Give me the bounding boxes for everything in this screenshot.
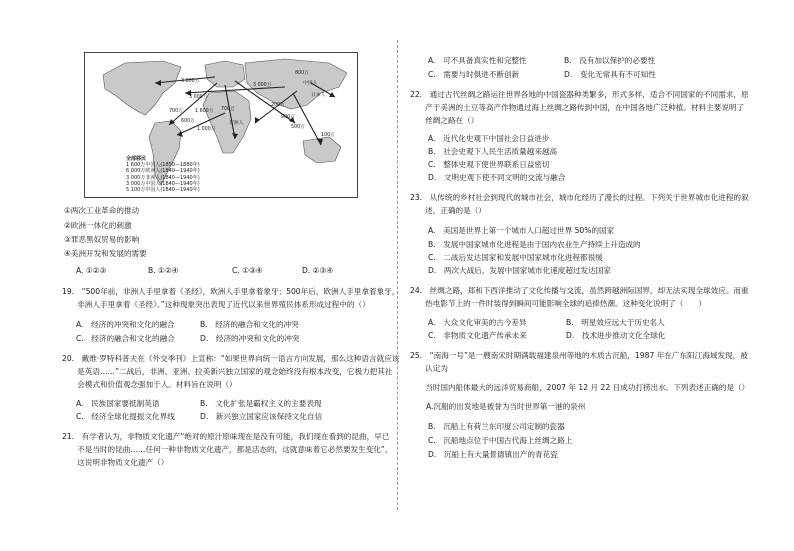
q22-option-a[interactable]: A. 近代化史观下中国社会日益进步 [428, 134, 550, 143]
q19-stem: 19. “500年前，非洲人手里拿着《圣经》，欧洲人手里拿着象牙；500年后，欧洲人手里拿着象牙， [62, 287, 400, 296]
q20-option-b[interactable]: B. 文化扩张是霸权主义的主要表现 [200, 399, 322, 408]
q18-option-b[interactable]: B. ①②④ [148, 266, 179, 275]
map-label: 中国人 [303, 81, 318, 86]
q22-stem: 22. 通过古代丝绸之路运往世界各地的中国瓷器种类繁多，形式多样，适合不同国家的不同需求，原 [410, 90, 749, 99]
map-label: 700万 [221, 107, 235, 112]
q22-option-c[interactable]: C. 整体史观下使世界联系日益密切 [428, 160, 550, 169]
q19-option-a[interactable]: A. 经济的冲突和文化的融合 [76, 320, 175, 329]
q21-stem: 21. 有学者认为，非物质文化遗产“绝对的原汁原味现在是没有可能，我们现在看到的昆曲，早已 [62, 432, 390, 441]
map-label: 日本人 [311, 93, 326, 98]
q20-stem: 会模式和价值观念强加于人。材料旨在说明（） [62, 380, 237, 389]
q23-option-d[interactable]: D. 两次大战后，发展中国家城市化速度超过发达国家 [428, 266, 611, 275]
q25-option-a[interactable]: A.沉船的出发地是被誉为当时世界第一港的泉州 [426, 402, 586, 411]
q21-stem: 不是当时的昆曲……任何一种非物质文化遗产，都是活态的，这就意味着它必然要发生变化”， [62, 445, 393, 454]
q21-option-d[interactable]: D. 变化无常具有不可知性 [564, 70, 656, 79]
map-label: 1 000万 [197, 127, 216, 132]
q24-option-b[interactable]: B. 明星效应远大于历史名人 [566, 318, 665, 327]
map-label: 3 000万 [181, 79, 200, 84]
map-label: 非洲人 [229, 121, 244, 126]
legend-title: 全部移民 [126, 156, 147, 162]
map-label: 600万 [181, 119, 195, 124]
legend-line: 3 000万中国人(1840—1940年) [126, 180, 200, 187]
q22-stem: 丝绸之路在（） [410, 116, 479, 125]
legend-line: 5 100万中国人(1840—1940年) [126, 187, 200, 194]
q25-stem: 当时国内船体最大的远洋贸易商船，2007 年 12 月 22 日成功打捞出水。下列表述正确的是（） [410, 383, 750, 392]
legend-line: 3 000万非洲人(1840—1940年) [126, 174, 200, 181]
q19-stem: 非洲人手里拿着《圣经》。”这种现象突出表现了近代以来世界殖民体系形成过程中的（） [62, 300, 370, 309]
q18-option-c[interactable]: C. ①③④ [232, 266, 263, 275]
q24-stem: 24. 丝绸之路，郑和下西洋推动了文化传播与交流，虽然跨越洲际国界，却无法实现全球效应。而重 [410, 286, 749, 295]
q18-item: ①两次工业革命的推动 [64, 206, 140, 215]
africa-shape [203, 91, 251, 153]
q21-stem: 这说明非物质文化遗产（） [62, 458, 169, 467]
q24-option-d[interactable]: D. 技术进步推动文化全球化 [566, 331, 666, 340]
q25-option-d[interactable]: D. 沉船上有大量景德镇出产的青花瓷 [428, 450, 558, 459]
q24-stem: 热电影节上的一件时装得到瞬间可能影响全球的追捧热潮。这种变化说明了（ ） [410, 299, 707, 308]
q18-item: ④美洲开发和发展的需要 [64, 249, 147, 258]
map-label: 500万 [291, 125, 305, 130]
column-divider [397, 40, 398, 510]
q19-option-b[interactable]: B. 经济的融合和文化的冲突 [200, 320, 299, 329]
q25-stem: 认定为 [410, 364, 448, 373]
q23-option-b[interactable]: B. 发展中国家城市化进程是由于国内农业生产持续上升造成的 [428, 240, 641, 249]
map-label: 3 000万 [189, 95, 208, 100]
europe-shape [205, 61, 245, 87]
q23-stem: 述，正确的是（） [410, 206, 486, 215]
map-label: 700万 [169, 109, 183, 114]
q25-stem: 25. “南海一号”是一艘南宋时期满载福建泉州等地的木质古沉船，1987 年在广东阳江海域发现，被 [410, 351, 748, 360]
map-label: 800万 [295, 71, 309, 76]
q20-stem: 是英语……”二战后，非洲、亚洲、拉美新兴独立国家的观念始终没有根本改变，它极力把其社 [62, 367, 393, 376]
legend-line: 1 600万中国人(1850—1880年) [126, 162, 200, 169]
q23-option-c[interactable]: C. 二战后发达国家和发展中国家城市化进程都很缓 [428, 253, 603, 262]
map-label: 3 000万 [253, 83, 272, 88]
legend-line: 6 000万欧洲人(1840—1940年) [126, 168, 200, 175]
map-label: 900万 [281, 115, 295, 120]
q18-option-d[interactable]: D. ②③④ [302, 266, 334, 275]
q22-option-b[interactable]: B. 社会史观下人民生活质量越来越高 [428, 147, 558, 156]
q20-stem: 20. 戴维·罗特科普夫在《外交季刊》上宣称：“如果世界向统一语言方向发展，那么这种语言就应该 [62, 354, 400, 363]
q24-option-c[interactable]: C. 非物质文化遗产传承未来 [428, 331, 527, 340]
q25-option-c[interactable]: C. 沉船地点位于中国古代海上丝绸之路上 [428, 436, 573, 445]
q19-option-d[interactable]: D. 经济的冲突和文化的冲突 [200, 334, 300, 343]
migration-map [84, 52, 358, 198]
map-label: 200万 [271, 103, 285, 108]
q22-stem: 产于美洲的土豆等高产作物通过海上丝绸之路传到中国，在中国各地广泛种植。材料主要说明了 [410, 103, 745, 112]
q21-option-c[interactable]: C. 需要与时俱进不断创新 [428, 70, 520, 79]
q25-option-b[interactable]: B. 沉船上有荷兰东印度公司定制的瓷器 [428, 422, 565, 431]
q20-option-d[interactable]: D. 新兴独立国家应该保持文化自信 [200, 412, 323, 421]
q23-stem: 23. 从传统的乡村社会到现代的城市社会，城市化经历了漫长的过程。下列关于世界城市化进程的叙 [410, 193, 749, 202]
q22-option-d[interactable]: D. 文明史观下使不同文明的交流与融合 [428, 173, 566, 182]
q18-item: ②欧洲一体化的刺激 [64, 221, 132, 230]
map-label: 100万 [321, 133, 335, 138]
q21-option-b[interactable]: B. 没有加以保护的必要性 [564, 56, 656, 65]
q24-option-a[interactable]: A. 大众文化审美的古今差异 [428, 318, 527, 327]
q19-option-c[interactable]: C. 经济的融合和文化的融合 [76, 334, 175, 343]
q20-option-a[interactable]: A. 民族国家要抵制英语 [76, 399, 160, 408]
q21-option-a[interactable]: A. 可不具备真实性和完整性 [428, 56, 527, 65]
q23-option-a[interactable]: A. 美国是世界上第一个城市人口超过世界 50%的国家 [428, 226, 615, 235]
map-legend [126, 156, 200, 193]
q18-item: ③罪恶黑奴贸易的影响 [64, 235, 140, 244]
q20-option-c[interactable]: C. 经济全球化提振文化界线 [76, 412, 175, 421]
q18-option-a[interactable]: A. ①②③ [76, 266, 107, 275]
map-label: 1 600万 [195, 109, 214, 114]
